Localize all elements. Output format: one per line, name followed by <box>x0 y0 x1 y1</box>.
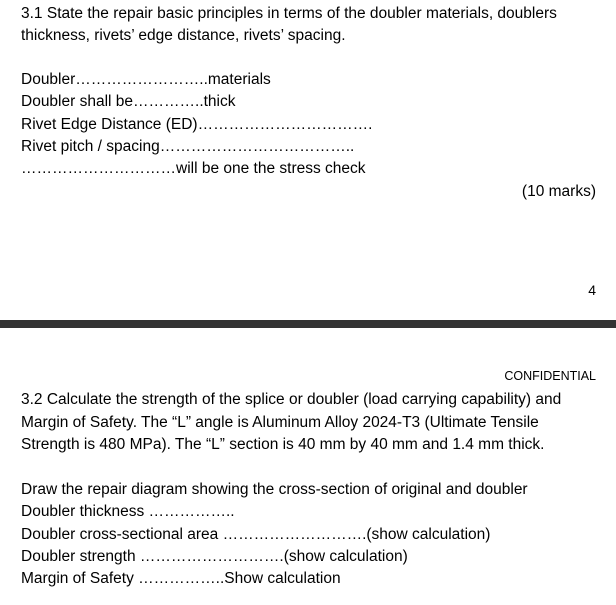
confidential-label: CONFIDENTIAL <box>504 369 596 383</box>
stress-check-blank: …………………………will be one the stress check <box>21 160 366 177</box>
rivet-pitch-blank: Rivet pitch / spacing……………………………….. <box>21 138 355 155</box>
repair-diagram-instruction: Draw the repair diagram showing the cross-section of original and doubler <box>21 481 528 498</box>
doubler-area-field: Doubler cross-sectional area ……………………….(show calculation) <box>21 526 491 543</box>
question-3-1-line-1: 3.1 State the repair basic principles in terms of the doubler materials, doublers <box>21 5 557 22</box>
doubler-strength-field: Doubler strength ……………………….(show calculation) <box>21 548 408 565</box>
exam-page-bottom <box>0 328 616 605</box>
doubler-materials-blank: Doubler……………………..materials <box>21 71 271 88</box>
doubler-thickness-blank: Doubler shall be…………..thick <box>21 93 236 110</box>
doubler-thickness-field: Doubler thickness …………….. <box>21 503 235 520</box>
question-3-2-line-3: Strength is 480 MPa). The “L” section is 40 mm by 40 mm and 1.4 mm thick. <box>21 436 545 453</box>
margin-of-safety-field: Margin of Safety ……………..Show calculation <box>21 570 341 587</box>
question-3-2-line-2: Margin of Safety. The “L” angle is Aluminum Alloy 2024-T3 (Ultimate Tensile <box>21 414 539 431</box>
marks-label: (10 marks) <box>521 183 596 200</box>
page-number: 4 <box>588 282 596 298</box>
page-divider <box>0 320 616 328</box>
question-3-1-line-2: thickness, rivets’ edge distance, rivets’ spacing. <box>21 27 346 44</box>
rivet-edge-distance-blank: Rivet Edge Distance (ED)……………………………. <box>21 116 373 133</box>
question-3-2-line-1: 3.2 Calculate the strength of the splice or doubler (load carrying capability) and <box>21 391 562 408</box>
